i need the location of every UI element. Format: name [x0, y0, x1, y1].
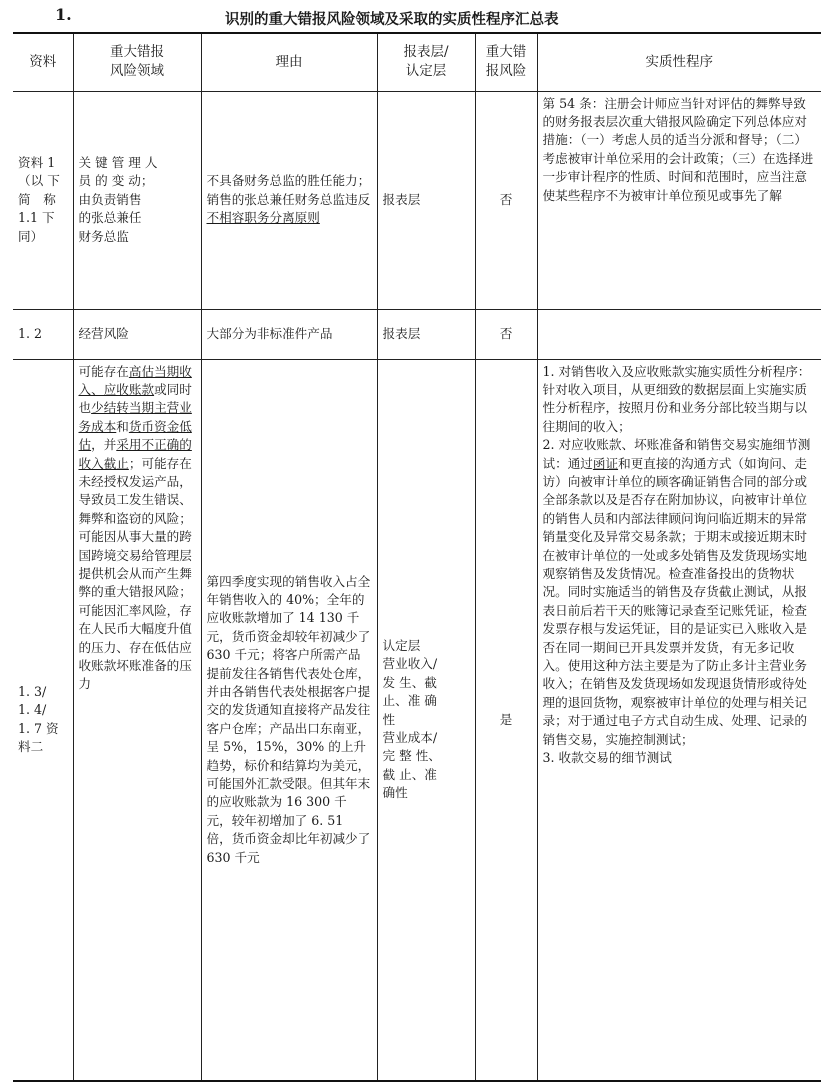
col-header-level: 报表层/ 认定层: [377, 33, 475, 91]
cell-risk-area: 经营风险: [73, 309, 201, 359]
table-row: [13, 309, 821, 359]
col-header-significant: 重大错 报风险: [475, 33, 537, 91]
cell-significant: 是: [475, 359, 537, 1081]
cell-reason: 不具备财务总监的胜任能力； 销售的张总兼任财务总监违反不相容职务分离原则: [201, 91, 377, 309]
cell-source: 1. 2: [13, 309, 73, 359]
col-header-source: 资料: [13, 33, 73, 91]
cell-significant: 否: [475, 309, 537, 359]
cell-source: 1. 3/ 1. 4/ 1. 7 资 料二: [13, 359, 73, 1081]
cell-level: 报表层: [377, 91, 475, 309]
cell-reason: 第四季度实现的销售收入占全年销售收入的 40%；全年的应收账款增加了 14 130 千元，货币资金却较年初减少了 630 千元；将客户所需产品提前发往各销售代表处仓库，并由各销售代表处根据客户提交的发货通知直接将产品发往客户仓库；产品出口东南亚，呈 5%，15%，30% 的上升趋势，标价和结算均为美元，可能国外汇款受限。但其年末的应收账款为 16 300 千元，较年初增加了 6. 51 倍，货币资金却比年初减少了 630 千元: [201, 359, 377, 1081]
cell-risk-area: 关 键 管 理 人 员 的 变 动； 由负责销售 的张总兼任 财务总监: [73, 91, 201, 309]
table-row: [13, 359, 821, 1081]
cell-significant: 否: [475, 91, 537, 309]
risk-summary-table: [13, 32, 821, 1082]
cell-level: 认定层 营业收入/ 发 生、截 止、准 确 性 营业成本/ 完 整 性、 截 止、准 确性: [377, 359, 475, 1081]
cell-level: 报表层: [377, 309, 475, 359]
col-header-risk-area: 重大错报 风险领域: [73, 33, 201, 91]
header-row: [13, 33, 821, 91]
table-row: [13, 91, 821, 309]
document-title: 识别的重大错报风险领域及采取的实质性程序汇总表: [225, 12, 559, 28]
cell-procedure: [537, 309, 821, 359]
cell-risk-area: [73, 359, 201, 1081]
cell-reason: 大部分为非标准件产品: [201, 309, 377, 359]
cell-procedure: [537, 359, 821, 1081]
cell-procedure: 第 54 条：注册会计师应当针对评估的舞弊导致的财务报表层次重大错报风险确定下列总体应对措施：（一）考虑人员的适当分派和督导；（二）考虑被审计单位采用的会计政策；（三）在选择进一步审计程序的性质、时间和范围时，应当注意使某些程序不为被审计单位预见或事先了解: [537, 91, 821, 309]
cell-source: 资料 1 （以 下 简 称 1.1 下 同）: [13, 91, 73, 309]
col-header-reason: 理由: [201, 33, 377, 91]
procedure-text: 1. 对销售收入及应收账款实施实质性分析程序：针对收入项目，从更细致的数据层面上实施实质性分析程序，按照月份和业务分部比较当期与以往期间的收入； 2. 对应收账款、坏账准备和销售交易实施细节测试：通过函证和更直接的沟通方式（如询问、走访）向被审计单位的顾客确证销售合同的部分或全部条款以及是否存在附加协议，向被审计单位的销售人员和内部法律顾问询问临近期末的异常销量变化及异常交易条款；于期末或接近期末时在被审计单位的一处或多处销售及发货现场实地观察销售及发货情况。检查准备投出的货物状况。同时实施适当的销售及存货截止测试，从报表日前后若干天的账簿记录查至记账凭证，检查发票存根与发运凭证，目的是证实已入账收入是否在同一期间已开具发票并发货，有无多记收入。使用这种方法主要是为了防止多计主营业务收入；在销售及发货现场如发现退货情形或待处理的退回货物，观察被审计单位的处理与相关记录；对于通过电子方式自动生成、处理、记录的销售交易，实施控制测试； 3. 收款交易的细节测试: [542, 363, 811, 766]
col-header-procedure: 实质性程序: [537, 33, 821, 91]
section-number: 1.: [55, 5, 72, 24]
risk-area-text: 可能存在高估当期收入、应收账款或同时也少结转当期主营业务成本和货币资金低估，并采用不正确的收入截止；可能存在未经授权发运产品，导致员工发生错误、舞弊和盗窃的风险；可能因从事大量的跨国跨境交易给管理层提供机会从而产生舞弊的重大错报风险；可能因汇率风险，存在人民币大幅度升值的压力、存在低估应收账款坏账准备的压力: [78, 363, 192, 692]
heading-row: [0, 0, 827, 32]
